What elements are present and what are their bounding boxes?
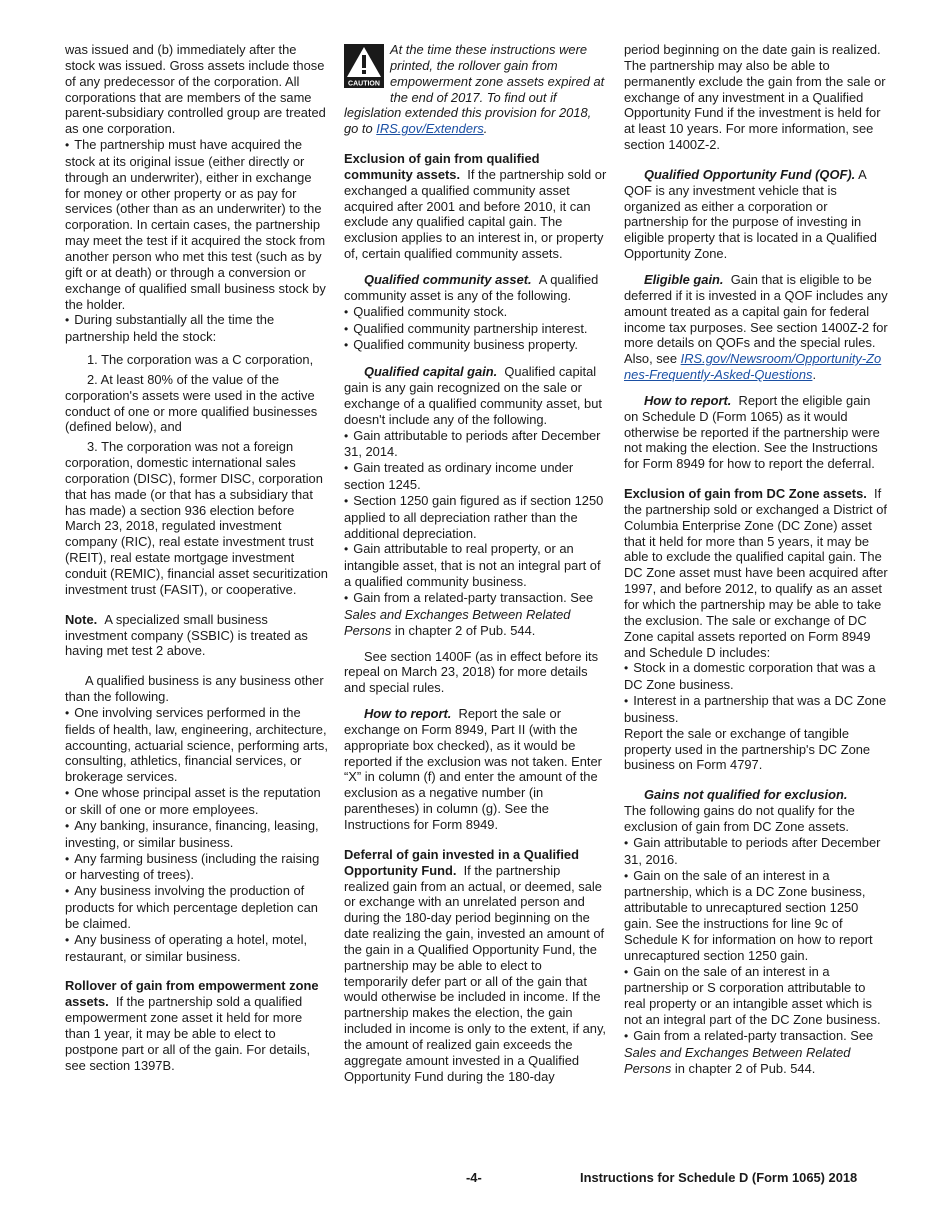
text: in chapter 2 of Pub. 544. xyxy=(394,622,536,638)
list-item: • Gain attributable to real property, or an intangible asset, that is not an integral part of a qualified community business. xyxy=(344,541,607,590)
list-item: • Any banking, insurance, financing, leasing, investing, or similar business. xyxy=(65,818,328,851)
numbered-item: 2. At least 80% of the value of the corporation's assets were used in the active conduct of one or more qualified businesses (defined below), and xyxy=(65,371,318,435)
list-item: • Qualified community partnership interest. xyxy=(344,321,607,338)
subsection-heading: Eligible gain. xyxy=(644,271,724,287)
subsection-heading: Qualified capital gain. xyxy=(364,364,498,380)
subsection-text: Report the eligible gain on Schedule D (Form 1065) as it would otherwise be reported if the partnership were not making the election. See the Instructions for Form 8949 for how to report the deferral. xyxy=(624,392,880,472)
list-item: • Any business of operating a hotel, motel, restaurant, or similar business. xyxy=(65,932,328,965)
section-text: If the partnership realized gain from an actual, or deemed, sale or exchange with an unrelated person and during the 180-day period beginning on the date realizing the gain, invested an amount of the gain in a Qualified Opportunity Fund, the partnership may be able to elect to temporarily defer part or all of the gain that would otherwise be included in income. If the partnership makes the election, the gain included in income is only to the extent, if any, the amount of realized gain exceeds the aggregate amount invested in a Qualified Opportunity Fund during the 180-day xyxy=(344,862,607,1084)
subsection-text: A qualified community asset is any of the following. xyxy=(344,271,599,303)
subsection-heading: Gains not qualified for exclusion. xyxy=(644,787,848,803)
caution-text: At the time these instructions were printed, the rollover gain from empowerment zone assets expired at the end of 2017. To find out if legislation extended this provision for 2018, go to IRS.gov/Extenders. xyxy=(344,42,605,137)
paragraph: See section 1400F (as in effect before its repeal on March 23, 2018) for more details and special rules. xyxy=(344,648,599,696)
section-heading: Exclusion of gain from qualified community assets. xyxy=(344,151,540,182)
text: Gain from a related-party transaction. See xyxy=(633,1027,874,1043)
text: in chapter 2 of Pub. 544. xyxy=(674,1060,816,1076)
paragraph: The following gains do not qualify for the exclusion of gain from DC Zone assets. xyxy=(624,803,855,834)
text: Gain from a related-party transaction. See xyxy=(353,590,594,605)
list-item: • One involving services performed in the fields of health, law, engineering, architecture, accounting, actuarial science, performing arts, consulting, athletics, financial services, or brokerage services. xyxy=(65,705,328,785)
list-item: • One whose principal asset is the reputation or skill of one or more employees. xyxy=(65,785,328,818)
exclusion-section xyxy=(344,151,607,262)
note-paragraph xyxy=(65,612,328,660)
subsection-text: A QOF is any investment vehicle that is organized as either a corporation or partnership for the purpose of investing in eligible property that is located in a Qualified Opportunity Zone. xyxy=(624,166,877,262)
list-item: • Gain attributable to periods after December 31, 2014. xyxy=(344,428,607,461)
paragraph: A qualified business is any business other than the following. xyxy=(65,673,324,705)
list-item: • Qualified community business property. xyxy=(344,337,607,354)
subsection xyxy=(344,706,607,833)
subsection xyxy=(344,364,607,427)
section-text: If the partnership sold or exchanged a qualified community asset acquired after 2001 and before 2010, it can exclude any qualified capital gain. The exclusion applies to an interest in, or property of, certain qualified community assets. xyxy=(344,166,607,262)
list-item: • Qualified community stock. xyxy=(344,304,607,321)
list-item: • During substantially all the time the partnership held the stock: xyxy=(65,312,328,345)
list-item: • Gain treated as ordinary income under section 1245. xyxy=(344,460,607,493)
section-text: If the partnership sold a qualified empowerment zone asset it held for more than 1 year, it may be able to elect to postpone part or all of the gain. For details, see section 1397B. xyxy=(65,994,311,1073)
section-heading: Deferral of gain invested in a Qualified Opportunity Fund. xyxy=(344,846,579,878)
list-item: • Gain attributable to periods after December 31, 2016. xyxy=(624,835,888,868)
numbered-item: 1. The corporation was a C corporation, xyxy=(87,352,314,368)
footer-title: Instructions for Schedule D (Form 1065) 2018 xyxy=(580,1170,858,1185)
paragraph: period beginning on the date gain is realized. The partnership may also be able to permanently exclude the gain from the sale or exchange of any investment in a Qualified Opportunity Fund if the investment is held for at least 10 years. For more information, see section 1400Z-2. xyxy=(624,42,886,153)
numbered-item: 3. The corporation was not a foreign corporation, domestic international sales corporation (DISC), former DISC, corporation that has made (or that has a subsidiary that has made) a section 936 election before March 23, 2018, regulated investment company (RIC), real estate investment trust (REIT), real estate mortgage investment conduit (REMIC), financial asset securitization investment trust (FASIT), or cooperative. xyxy=(65,439,328,597)
list-item: • Stock in a domestic corporation that was a DC Zone business. xyxy=(624,660,888,693)
subsection-text: Gain that is eligible to be deferred if it is invested in a QOF includes any amount treated as a capital gain for federal income tax purposes. See section 1400Z-2 for more details on QOFs and the special rules. Also, see xyxy=(624,271,888,367)
subsection-text: Qualified capital gain is any gain recognized on the sale or exchange of a qualified community asset, but doesn't include any of the following. xyxy=(344,364,602,427)
caution-icon xyxy=(344,44,384,88)
list-item xyxy=(344,590,607,639)
note-label: Note. xyxy=(65,611,98,627)
list-item xyxy=(624,1028,888,1077)
subsection-heading: Qualified community asset. xyxy=(364,271,532,287)
section-heading: Rollover of gain from empowerment zone assets. xyxy=(65,978,319,1010)
reference-title: Sales and Exchanges Between Related Persons xyxy=(624,1044,851,1076)
list-item: • Section 1250 gain figured as if section 1250 applied to all depreciation rather than the additional depreciation. xyxy=(344,493,607,542)
subsection xyxy=(624,167,888,262)
subsection-heading: How to report. xyxy=(364,706,452,722)
list-item: • Any business involving the production of products for which percentage depletion can be claimed. xyxy=(65,883,328,932)
note-text: A specialized small business investment company (SSBIC) is treated as having met test 2 above. xyxy=(65,611,308,659)
subsection xyxy=(624,393,888,472)
subsection-heading: Qualified Opportunity Fund (QOF). xyxy=(644,166,856,182)
irs-qoz-faq-link[interactable]: IRS.gov/Newsroom/Opportunity-Zones-Frequently-Asked-Questions xyxy=(624,351,882,383)
subsection-heading: How to report. xyxy=(644,392,732,408)
list-item: • Gain on the sale of an interest in a partnership or S corporation attributable to real property or an intangible asset which is not an integral part of the DC Zone business. xyxy=(624,964,888,1028)
page-number: -4- xyxy=(466,1170,482,1185)
reference-title: Sales and Exchanges Between Related Persons xyxy=(344,606,571,638)
rollover-section xyxy=(65,978,328,1073)
subsection-text: Report the sale or exchange on Form 8949, Part II (with the appropriate box checked), as it would be reported if the exclusion was not taken. Enter “X” in column (f) and enter the amount of the exclusion as a negative number (in parentheses) in column (g). See the Instructions for Form 8949. xyxy=(344,706,602,832)
subsection xyxy=(624,787,888,803)
list-item: • The partnership must have acquired the stock at its original issue (either directly or through an underwriter), either in exchange for money or other property or as pay for services (other than as an underwriter) to the corporation. In certain cases, the partnership may meet the test if it acquired the stock from another person who met this test (such as by gift or at death) or through a conversion or exchange of qualified small business stock by the holder. xyxy=(65,137,328,312)
caution-label: CAUTION xyxy=(348,80,380,88)
section-heading: Exclusion of gain from DC Zone assets. xyxy=(624,486,867,502)
column-2 xyxy=(344,42,607,1084)
caution-body: At the time these instructions were printed, the rollover gain from empowerment zone assets expired at the end of 2017. To find out if legislation extended this provision for 2018, go to xyxy=(344,42,605,137)
deferral-section xyxy=(344,847,607,1085)
list-item: • Gain on the sale of an interest in a partnership, which is a DC Zone business, attributable to unrecaptured section 1250 gain. See the instructions for line 9c of Schedule K for information on how to report unrecaptured section 1250 gain. xyxy=(624,868,888,964)
column-1 xyxy=(65,42,328,1073)
subsection xyxy=(344,272,607,304)
caution-box xyxy=(344,42,607,137)
paragraph: Report the sale or exchange of tangible property used in the partnership's DC Zone business on Form 4797. xyxy=(624,725,871,773)
subsection: Eligible gain. Gain that is eligible to be deferred if it is invested in a QOF includes any amount treated as a capital gain for federal income tax purposes. See section 1400Z-2 for more details on QOFs and the special rules. Also, see IRS.gov/Newsroom/Opportunity-Zones-Frequently-Asked-Questions. xyxy=(624,271,888,383)
irs-extenders-link[interactable]: IRS.gov/Extenders xyxy=(376,121,484,137)
section-text: If the partnership sold or exchanged a District of Columbia Enterprise Zone (DC Zone) asset that it held for more than 5 years, it may be able to exclude the qualified capital gain. The DC Zone asset must have been acquired after 1997, and before 2012, to qualify as an asset for which the partnership may be able to take the exclusion. The sale or exchange of DC Zone capital assets reported on Form 8949 and Schedule D includes: xyxy=(624,486,888,660)
list-item: • Interest in a partnership that was a DC Zone business. xyxy=(624,693,888,726)
list-item: • Any farming business (including the raising or harvesting of trees). xyxy=(65,851,328,884)
paragraph: was issued and (b) immediately after the stock was issued. Gross assets include those of any predecessor of the corporation. All corporations that are members of the same parent-subsidiary controlled group are treated as one corporation. xyxy=(65,42,326,137)
column-3 xyxy=(624,42,888,1076)
dc-zone-section xyxy=(624,486,888,660)
